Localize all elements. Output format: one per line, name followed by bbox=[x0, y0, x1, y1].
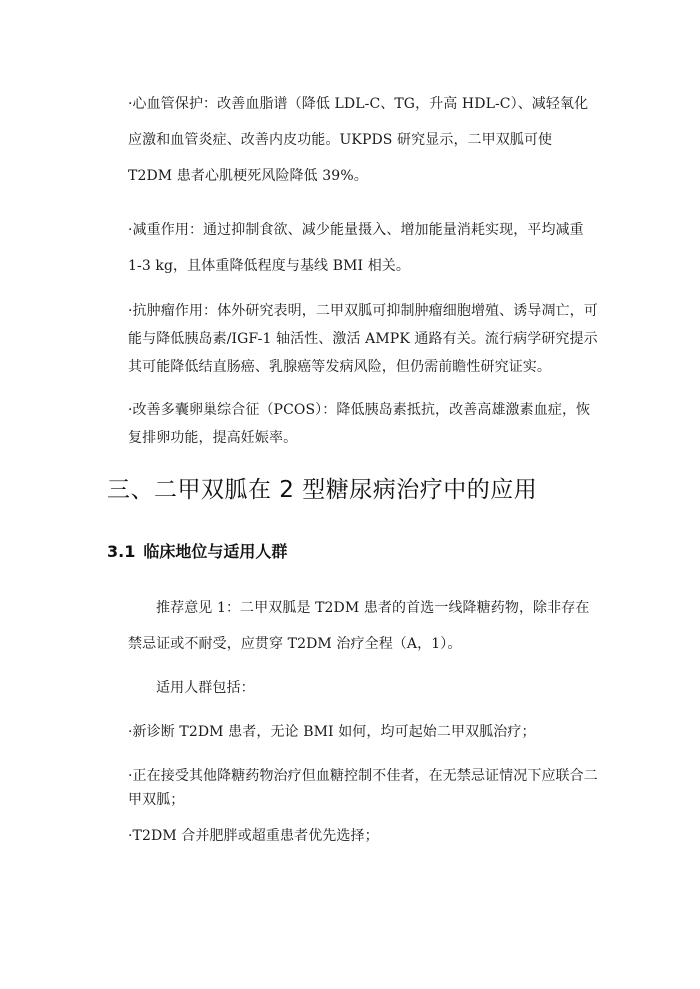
paragraph-pcos: ·改善多囊卵巢综合征（PCOS）：降低胰岛素抵抗，改善高雄激素血症，恢复排卵功能，提高妊娠率。 bbox=[128, 402, 591, 446]
subsection-number: 3.1 bbox=[107, 542, 136, 561]
section-heading: 三、二甲双胍在 2 型糖尿病治疗中的应用 bbox=[107, 477, 538, 503]
paragraph-weight-loss: ·减重作用：通过抑制食欲、减少能量摄入、增加能量消耗实现，平均减重 1-3 kg，且体重降低程度与基线 BMI 相关。 bbox=[128, 222, 584, 274]
paragraph-antitumor: ·抗肿瘤作用：体外研究表明，二甲双胍可抑制肿瘤细胞增殖、诱导凋亡，可能与降低胰岛素/IGF-1 轴活性、激活 AMPK 通路有关。流行病学研究提示其可能降低结直肠癌、乳腺癌等发病风险，但仍需前瞻性研究证实。 bbox=[128, 303, 598, 375]
population-item-obesity: ·T2DM 合并肥胖或超重患者优先选择； bbox=[128, 828, 379, 844]
subsection-title: 临床地位与适用人群 bbox=[143, 542, 288, 561]
population-item-combination: ·正在接受其他降糖药物治疗但血糖控制不佳者，在无禁忌证情况下应联合二甲双胍； bbox=[128, 768, 598, 808]
subsection-heading bbox=[107, 538, 287, 566]
recommendation-paragraph: 推荐意见 1：二甲双胍是 T2DM 患者的首选一线降糖药物，除非存在禁忌证或不耐受，应贯穿 T2DM 治疗全程（A，1）。 bbox=[128, 600, 590, 652]
population-intro: 适用人群包括： bbox=[156, 680, 255, 696]
paragraph-cardiovascular-protection: ·心血管保护：改善血脂谱（降低 LDL-C、TG，升高 HDL-C）、减轻氧化应激和血管炎症、改善内皮功能。UKPDS 研究显示，二甲双胍可使 T2DM 患者心肌梗死风险降低 39%。 bbox=[128, 96, 589, 184]
population-item-new-diagnosis: ·新诊断 T2DM 患者，无论 BMI 如何，均可起始二甲双胍治疗； bbox=[128, 724, 536, 740]
